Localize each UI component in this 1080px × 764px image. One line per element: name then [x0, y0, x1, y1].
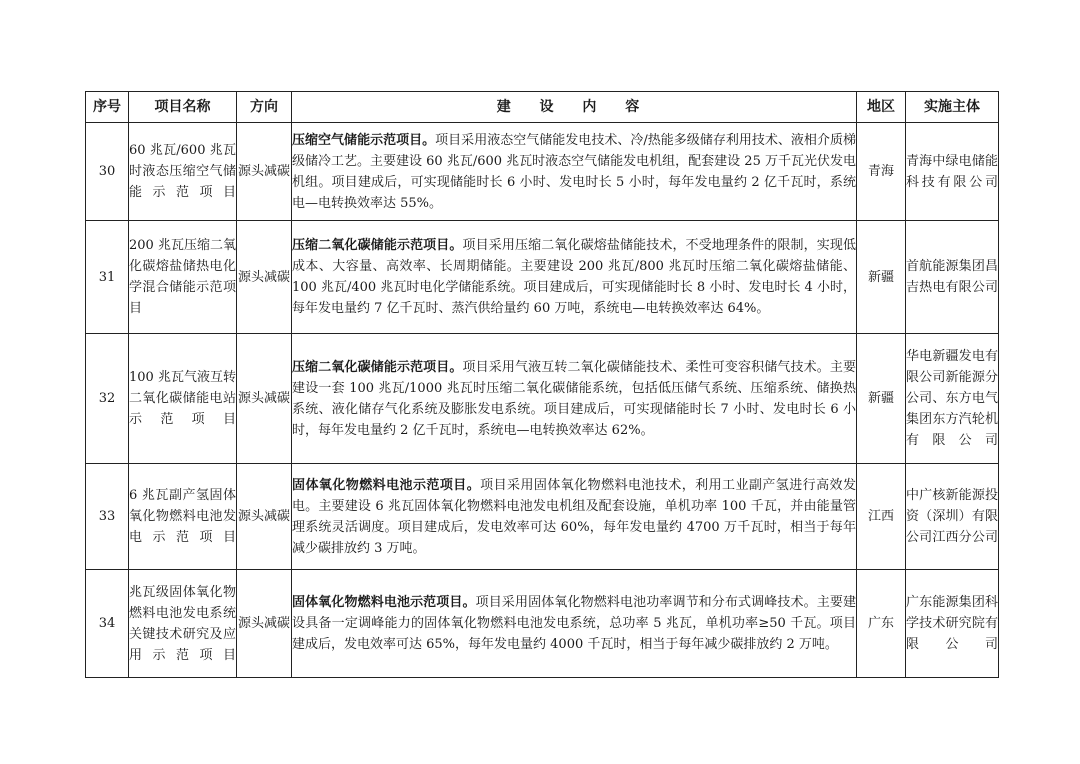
row-content-lead: 压缩二氧化碳储能示范项目。 [292, 359, 463, 375]
row-direction: 源头减碳 [237, 464, 292, 570]
row-content [292, 570, 857, 678]
row-seq: 34 [86, 570, 129, 678]
project-table [85, 91, 999, 678]
row-project-name: 200 兆瓦压缩二氧化碳熔盐储热电化学混合储能示范项目 [129, 221, 237, 334]
row-content-body: 项目采用压缩二氧化碳熔盐储能技术，不受地理条件的限制，实现低成本、大容量、高效率、长周期储能。主要建设 200 兆瓦/800 兆瓦时压缩二氧化碳熔盐储能、100 兆瓦/400 兆瓦时电化学储能系统。项目建成后，可实现储能时长 8 小时、发电时长 4 小时，每年发电量约 7 亿千瓦时、蒸汽供给量约 60 万吨，系统电—电转换效率达 64%。 [292, 238, 856, 316]
row-seq: 32 [86, 334, 129, 464]
row-seq: 31 [86, 221, 129, 334]
row-content-lead: 固体氧化物燃料电池示范项目。 [292, 595, 476, 610]
row-region: 江西 [857, 464, 906, 570]
header-subject: 实施主体 [906, 92, 999, 123]
row-subject: 广东能源集团科学技术研究院有限公司 [906, 570, 999, 678]
table-header-row [86, 92, 999, 123]
row-direction: 源头减碳 [237, 334, 292, 464]
header-name: 项目名称 [129, 92, 237, 123]
row-subject: 华电新疆发电有限公司新能源分公司、东方电气集团东方汽轮机有限公司 [906, 334, 999, 464]
row-seq: 33 [86, 464, 129, 570]
row-direction: 源头减碳 [237, 221, 292, 334]
row-content [292, 334, 857, 464]
header-direction: 方向 [237, 92, 292, 123]
row-project-name: 兆瓦级固体氧化物燃料电池发电系统关键技术研究及应用示范项目 [129, 570, 237, 678]
row-project-name: 100 兆瓦气液互转二氧化碳储能电站示范项目 [129, 334, 237, 464]
row-content-lead: 压缩空气储能示范项目。 [292, 132, 436, 148]
row-subject: 首航能源集团昌吉热电有限公司 [906, 221, 999, 334]
header-content: 建 设 内 容 [292, 92, 857, 123]
table-row [86, 334, 999, 464]
table-row [86, 464, 999, 570]
row-content-lead: 固体氧化物燃料电池示范项目。 [292, 477, 481, 493]
row-content-body: 项目采用固体氧化物燃料电池技术，利用工业副产氢进行高效发电。主要建设 6 兆瓦固体氧化物燃料电池发电机组及配套设施，单机功率 100 千瓦，并由能量管理系统灵活调度。项目建成后，发电效率可达 60%，每年发电量约 4700 万千瓦时，相当于每年减少碳排放约 3 万吨。 [292, 477, 856, 556]
row-direction: 源头减碳 [237, 123, 292, 221]
header-region: 地区 [857, 92, 906, 123]
row-project-name: 6 兆瓦副产氢固体氧化物燃料电池发电示范项目 [129, 464, 237, 570]
row-content [292, 464, 857, 570]
header-seq: 序号 [86, 92, 129, 123]
row-direction: 源头减碳 [237, 570, 292, 678]
row-content-body: 项目采用气液互转二氧化碳储能技术、柔性可变容积储气技术。主要建设一套 100 兆瓦/1000 兆瓦时压缩二氧化碳储能系统，包括低压储气系统、压缩系统、储换热系统、液化储存气化系统及膨胀发电系统。项目建成后，可实现储能时长 7 小时、发电时长 6 小时，每年发电量约 2 亿千瓦时，系统电—电转换效率达 62%。 [292, 359, 856, 438]
row-region: 新疆 [857, 334, 906, 464]
row-subject: 青海中绿电储能科技有限公司 [906, 123, 999, 221]
table-row [86, 221, 999, 334]
row-content-body: 项目采用固体氧化物燃料电池功率调节和分布式调峰技术。主要建设具备一定调峰能力的固体氧化物燃料电池发电系统，总功率 5 兆瓦，单机功率≥50 千瓦。项目建成后，发电效率可达 65%，每年发电量约 4000 千瓦时，相当于每年减少碳排放约 2 万吨。 [292, 595, 856, 652]
row-content [292, 123, 857, 221]
table-row [86, 123, 999, 221]
row-content-lead: 压缩二氧化碳储能示范项目。 [292, 238, 463, 253]
row-region: 青海 [857, 123, 906, 221]
row-content [292, 221, 857, 334]
row-region: 新疆 [857, 221, 906, 334]
row-seq: 30 [86, 123, 129, 221]
row-content-body: 项目采用液态空气储能发电技术、冷/热能多级储存利用技术、液相介质梯级储冷工艺。主要建设 60 兆瓦/600 兆瓦时液态空气储能发电机组，配套建设 25 万千瓦光伏发电机组。项目建成后，可实现储能时长 6 小时、发电时长 5 小时，每年发电量约 2 亿千瓦时，系统电—电转换效率达 55%。 [292, 132, 856, 211]
row-region: 广东 [857, 570, 906, 678]
table-row [86, 570, 999, 678]
row-project-name: 60 兆瓦/600 兆瓦时液态压缩空气储能示范项目 [129, 123, 237, 221]
row-subject: 中广核新能源投资（深圳）有限公司江西分公司 [906, 464, 999, 570]
